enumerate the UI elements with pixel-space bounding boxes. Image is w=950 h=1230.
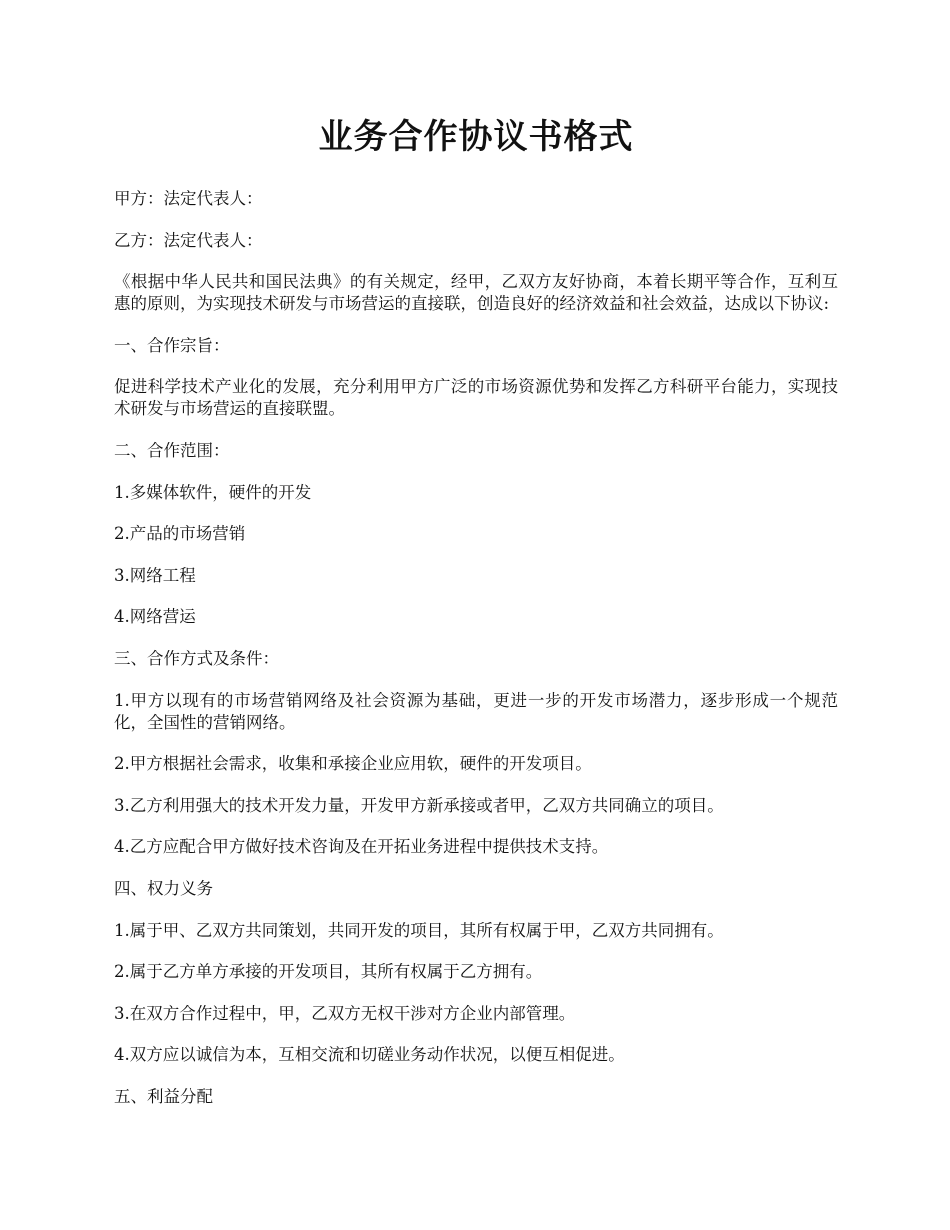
section-heading-method: 三、合作方式及条件： <box>114 648 279 668</box>
preamble-paragraph: 《根据中华人民共和国民法典》的有关规定，经甲，乙双方友好协商，本着长期平等合作，互利互惠的原则，为实现技术研发与市场营运的直接联，创造良好的经济效益和社会效益，达成以下协议: <box>114 272 838 314</box>
method-item: 1.甲方以现有的市场营销网络及社会资源为基础，更进一步的开发市场潜力，逐步形成一个规范化，全国性的营销网络。 <box>114 690 838 732</box>
section-heading-profit: 五、利益分配 <box>114 1086 213 1106</box>
scope-item: 2.产品的市场营销 <box>114 524 246 544</box>
document-title: 业务合作协议书格式 <box>318 117 634 157</box>
rights-item: 3.在双方合作过程中，甲，乙双方无权干涉对方企业内部管理。 <box>114 1003 576 1023</box>
method-item: 4.乙方应配合甲方做好技术咨询及在开拓业务进程中提供技术支持。 <box>114 837 609 857</box>
party-b-line: 乙方：法定代表人： <box>114 230 263 250</box>
scope-item: 1.多媒体软件，硬件的开发 <box>114 482 312 502</box>
rights-item: 2.属于乙方单方承接的开发项目，其所有权属于乙方拥有。 <box>114 962 543 982</box>
party-a-line: 甲方：法定代表人： <box>114 189 263 208</box>
section-heading-scope: 二、合作范围： <box>114 440 230 460</box>
section-heading-purpose: 一、合作宗旨： <box>114 335 230 355</box>
scope-item: 3.网络工程 <box>114 565 196 585</box>
scope-item: 4.网络营运 <box>114 607 196 627</box>
method-item: 2.甲方根据社会需求，收集和承接企业应用软，硬件的开发项目。 <box>114 754 592 774</box>
rights-item: 1.属于甲、乙双方共同策划，共同开发的项目，其所有权属于甲，乙双方共同拥有。 <box>114 920 724 940</box>
purpose-paragraph: 促进科学技术产业化的发展，充分利用甲方广泛的市场资源优势和发挥乙方科研平台能力，实现技术研发与市场营运的直接联盟。 <box>114 377 838 419</box>
rights-item: 4.双方应以诚信为本，互相交流和切磋业务动作状况，以便互相促进。 <box>114 1045 625 1065</box>
method-item: 3.乙方利用强大的技术开发力量，开发甲方新承接或者甲，乙双方共同确立的项目。 <box>114 795 724 815</box>
section-heading-rights: 四、权力义务 <box>114 878 213 898</box>
